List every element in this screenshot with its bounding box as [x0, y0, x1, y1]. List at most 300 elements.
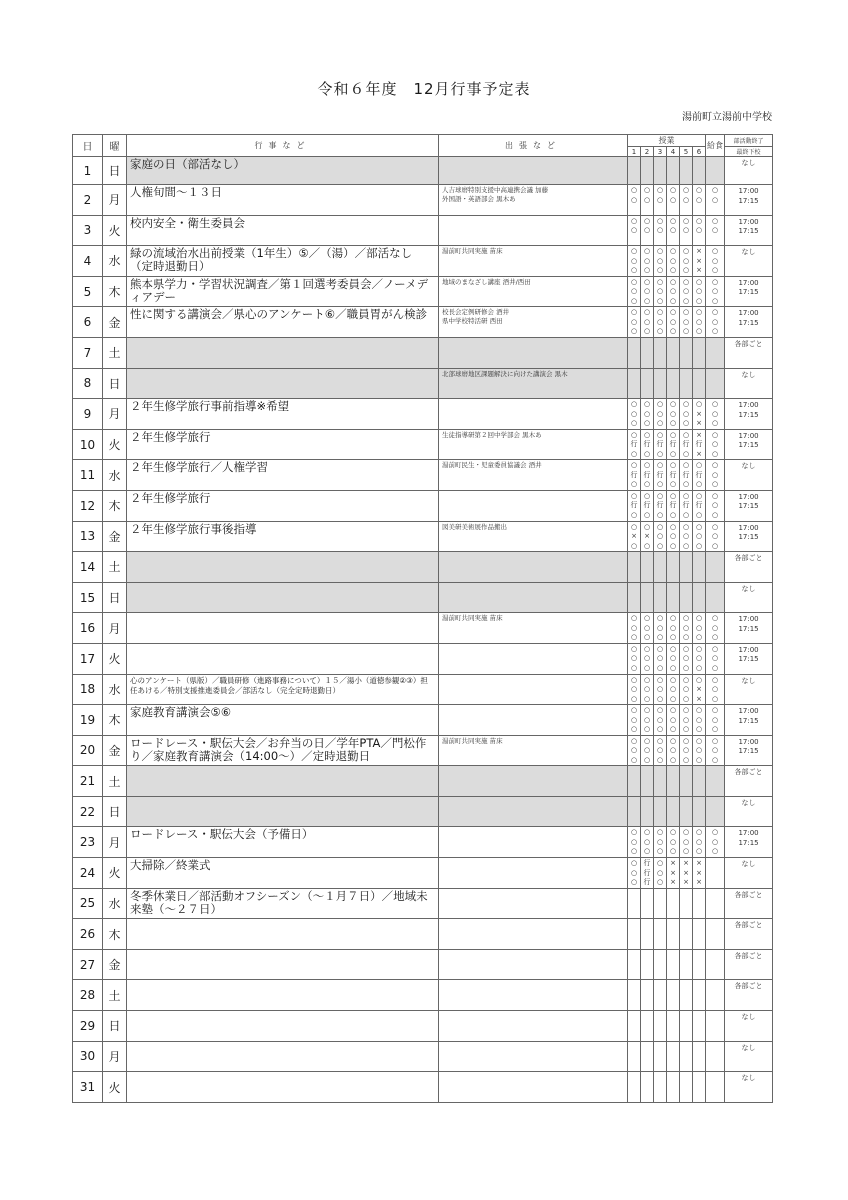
period-1-cell [628, 888, 641, 919]
period-2-cell: ○ ○ [641, 185, 654, 216]
club-time: なし [741, 1013, 756, 1022]
period-2-cell: ○ ○ ○ [641, 276, 654, 307]
period-2-cell: ○ ○ ○ [641, 735, 654, 766]
period-5-cell: ○ 行 ○ [680, 460, 693, 491]
event-cell [127, 337, 439, 368]
weekday-cell: 木 [103, 490, 127, 521]
club-time: 各部ごと [734, 982, 763, 991]
club-cell [725, 368, 773, 399]
club-time: 17:15 [738, 747, 759, 756]
table-row [73, 460, 773, 491]
weekday-cell: 金 [103, 521, 127, 552]
day-cell: 9 [73, 399, 103, 430]
weekday-cell: 土 [103, 766, 127, 797]
club-time: 17:00 [738, 707, 759, 716]
trip-cell: 校長会定例研修会 酒井 県中学校特活研 西田 [439, 307, 628, 338]
period-1-cell: ○ ○ ○ [628, 858, 641, 889]
weekday-cell: 金 [103, 307, 127, 338]
period-4-cell: ○ ○ ○ [667, 521, 680, 552]
club-cell [725, 552, 773, 583]
club-cell [725, 276, 773, 307]
period-3-cell: ○ 行 ○ [654, 490, 667, 521]
period-1-cell: ○ ○ ○ [628, 276, 641, 307]
weekday-cell: 木 [103, 276, 127, 307]
event-cell: ロードレース・駅伝大会／お弁当の日／学年PTA／門松作り／家庭教育講演会（14:00～）／定時退勤日 [127, 735, 439, 766]
table-row [73, 888, 773, 919]
day-cell: 25 [73, 888, 103, 919]
day-cell: 16 [73, 613, 103, 644]
period-4-cell [667, 582, 680, 613]
period-3-cell: ○ ○ [654, 185, 667, 216]
header-period-2: 2 [641, 147, 654, 157]
weekday-cell: 日 [103, 157, 127, 185]
period-4-cell: ○ 行 ○ [667, 429, 680, 460]
period-5-cell [680, 582, 693, 613]
header-period-4: 4 [667, 147, 680, 157]
event-cell [127, 613, 439, 644]
period-2-cell: ○ ○ ○ [641, 705, 654, 736]
period-4-cell: ○ ○ ○ [667, 307, 680, 338]
period-6-cell: × 行 × [693, 429, 706, 460]
club-time: 各部ごと [734, 951, 763, 960]
event-cell [127, 552, 439, 583]
period-3-cell: ○ 行 ○ [654, 429, 667, 460]
trip-cell: 湯前町民生・児童委員協議会 酒井 [439, 460, 628, 491]
trip-cell [439, 1041, 628, 1072]
club-cell [725, 1011, 773, 1042]
trip-cell [439, 980, 628, 1011]
period-4-cell [667, 1041, 680, 1072]
day-cell: 30 [73, 1041, 103, 1072]
period-5-cell [680, 368, 693, 399]
period-1-cell: ○ ○ ○ [628, 705, 641, 736]
trip-cell [439, 157, 628, 185]
period-2-cell: ○ ○ ○ [641, 399, 654, 430]
table-row [73, 735, 773, 766]
club-cell [725, 613, 773, 644]
period-6-cell: ○ ○ ○ [693, 276, 706, 307]
weekday-cell: 日 [103, 582, 127, 613]
club-time: 17:15 [738, 533, 759, 542]
period-2-cell: ○ ○ ○ [641, 613, 654, 644]
lunch-cell [706, 766, 725, 797]
period-1-cell: ○ ○ ○ [628, 399, 641, 430]
period-6-cell: ○ 行 ○ [693, 490, 706, 521]
period-1-cell [628, 337, 641, 368]
period-6-cell: ○ × × [693, 674, 706, 705]
trip-cell [439, 215, 628, 246]
weekday-cell: 金 [103, 735, 127, 766]
table-row [73, 1072, 773, 1103]
period-4-cell: × × × [667, 858, 680, 889]
period-3-cell [654, 919, 667, 950]
club-time: 17:00 [738, 431, 759, 440]
period-6-cell [693, 796, 706, 827]
period-3-cell [654, 368, 667, 399]
weekday-cell: 水 [103, 674, 127, 705]
header-weekday: 曜 [103, 135, 127, 157]
club-time: なし [741, 860, 756, 869]
lunch-cell [706, 337, 725, 368]
schedule-body [73, 157, 773, 1103]
weekday-cell: 火 [103, 429, 127, 460]
weekday-cell: 水 [103, 246, 127, 277]
club-time: 17:00 [738, 829, 759, 838]
period-2-cell [641, 949, 654, 980]
period-5-cell: ○ 行 ○ [680, 490, 693, 521]
period-5-cell: ○ ○ ○ [680, 276, 693, 307]
day-cell: 27 [73, 949, 103, 980]
lunch-cell: ○ ○ [706, 215, 725, 246]
period-2-cell [641, 766, 654, 797]
period-1-cell [628, 980, 641, 1011]
period-2-cell: ○ 行 ○ [641, 490, 654, 521]
period-3-cell [654, 582, 667, 613]
table-row [73, 858, 773, 889]
period-1-cell [628, 919, 641, 950]
event-cell [127, 1072, 439, 1103]
period-5-cell [680, 919, 693, 950]
school-name: 湯前町立湯前中学校 [682, 112, 772, 123]
event-cell [127, 643, 439, 674]
period-1-cell: ○ × ○ [628, 521, 641, 552]
lunch-cell [706, 1072, 725, 1103]
period-4-cell: ○ 行 ○ [667, 460, 680, 491]
club-cell [725, 888, 773, 919]
club-cell [725, 1041, 773, 1072]
club-cell [725, 980, 773, 1011]
period-5-cell [680, 157, 693, 185]
period-3-cell [654, 157, 667, 185]
trip-cell [439, 796, 628, 827]
period-5-cell: ○ ○ ○ [680, 643, 693, 674]
club-cell [725, 643, 773, 674]
weekday-cell: 月 [103, 185, 127, 216]
period-1-cell: ○ ○ ○ [628, 674, 641, 705]
club-time: 各部ごと [734, 921, 763, 930]
period-6-cell: ○ ○ ○ [693, 307, 706, 338]
day-cell: 29 [73, 1011, 103, 1042]
period-3-cell: ○ ○ ○ [654, 276, 667, 307]
weekday-cell: 月 [103, 827, 127, 858]
period-4-cell [667, 1011, 680, 1042]
day-cell: 23 [73, 827, 103, 858]
club-time: 17:15 [738, 502, 759, 511]
weekday-cell: 土 [103, 337, 127, 368]
header-club-end: 部活動終了 [725, 135, 773, 147]
period-2-cell: ○ × ○ [641, 521, 654, 552]
period-1-cell [628, 796, 641, 827]
trip-cell [439, 337, 628, 368]
period-3-cell: ○ ○ ○ [654, 613, 667, 644]
lunch-cell: ○ ○ [706, 185, 725, 216]
period-6-cell: ○ ○ ○ [693, 735, 706, 766]
trip-cell [439, 766, 628, 797]
club-cell [725, 307, 773, 338]
period-1-cell: ○ ○ [628, 215, 641, 246]
period-1-cell [628, 1011, 641, 1042]
trip-cell [439, 705, 628, 736]
club-time: 各部ごと [734, 768, 763, 777]
period-1-cell [628, 1041, 641, 1072]
table-row [73, 276, 773, 307]
weekday-cell: 日 [103, 1011, 127, 1042]
period-4-cell: ○ ○ ○ [667, 643, 680, 674]
trip-cell: 北部球磨地区課題解決に向けた講演会 黒木 [439, 368, 628, 399]
trip-cell: 地域のまなざし講座 酒井/西田 [439, 276, 628, 307]
period-6-cell: ○ ○ ○ [693, 643, 706, 674]
club-time: 17:00 [738, 737, 759, 746]
period-2-cell [641, 1041, 654, 1072]
table-row [73, 246, 773, 277]
period-6-cell: × × × [693, 858, 706, 889]
header-period-3: 3 [654, 147, 667, 157]
header-trips: 出張など [439, 135, 628, 157]
period-5-cell: × × × [680, 858, 693, 889]
club-cell [725, 858, 773, 889]
period-4-cell [667, 949, 680, 980]
period-1-cell [628, 582, 641, 613]
table-row [73, 399, 773, 430]
club-cell [725, 796, 773, 827]
period-2-cell [641, 1072, 654, 1103]
period-3-cell: ○ ○ ○ [654, 827, 667, 858]
event-cell [127, 368, 439, 399]
header-period-1: 1 [628, 147, 641, 157]
club-cell [725, 521, 773, 552]
day-cell: 19 [73, 705, 103, 736]
period-3-cell: ○ ○ ○ [654, 674, 667, 705]
period-5-cell: ○ ○ ○ [680, 705, 693, 736]
period-6-cell [693, 949, 706, 980]
day-cell: 21 [73, 766, 103, 797]
period-4-cell [667, 1072, 680, 1103]
table-row [73, 827, 773, 858]
day-cell: 17 [73, 643, 103, 674]
lunch-cell [706, 1041, 725, 1072]
club-time: なし [741, 676, 756, 685]
period-3-cell [654, 766, 667, 797]
lunch-cell [706, 980, 725, 1011]
period-2-cell [641, 552, 654, 583]
day-cell: 22 [73, 796, 103, 827]
period-1-cell [628, 552, 641, 583]
period-5-cell: ○ ○ [680, 215, 693, 246]
period-5-cell: ○ ○ ○ [680, 307, 693, 338]
club-time: 17:00 [738, 645, 759, 654]
event-cell: 校内安全・衛生委員会 [127, 215, 439, 246]
table-row [73, 185, 773, 216]
club-cell [725, 399, 773, 430]
period-5-cell [680, 796, 693, 827]
lunch-cell [706, 582, 725, 613]
weekday-cell: 日 [103, 796, 127, 827]
trip-cell [439, 582, 628, 613]
period-5-cell: ○ ○ [680, 185, 693, 216]
event-cell [127, 582, 439, 613]
period-4-cell: ○ ○ ○ [667, 399, 680, 430]
table-row [73, 1041, 773, 1072]
table-row [73, 582, 773, 613]
period-1-cell: ○ ○ ○ [628, 613, 641, 644]
club-time: 17:00 [738, 278, 759, 287]
period-6-cell: ○ ○ ○ [693, 827, 706, 858]
header-events: 行事など [127, 135, 439, 157]
lunch-cell: ○ ○ ○ [706, 429, 725, 460]
period-3-cell [654, 1011, 667, 1042]
lunch-cell: ○ ○ ○ [706, 613, 725, 644]
lunch-cell: ○ ○ ○ [706, 246, 725, 277]
table-row [73, 674, 773, 705]
lunch-cell: ○ ○ ○ [706, 705, 725, 736]
table-row [73, 337, 773, 368]
period-1-cell: ○ ○ ○ [628, 827, 641, 858]
period-1-cell: ○ 行 ○ [628, 490, 641, 521]
club-cell [725, 705, 773, 736]
table-row [73, 368, 773, 399]
period-3-cell: ○ ○ ○ [654, 246, 667, 277]
period-6-cell [693, 1072, 706, 1103]
club-cell [725, 490, 773, 521]
period-4-cell [667, 919, 680, 950]
period-5-cell: ○ ○ ○ [680, 521, 693, 552]
weekday-cell: 火 [103, 643, 127, 674]
event-cell: ２年生修学旅行事前指導※希望 [127, 399, 439, 430]
day-cell: 4 [73, 246, 103, 277]
club-cell [725, 429, 773, 460]
period-6-cell: ○ × × [693, 399, 706, 430]
period-3-cell [654, 1041, 667, 1072]
table-row [73, 643, 773, 674]
period-4-cell: ○ ○ ○ [667, 827, 680, 858]
period-1-cell: ○ 行 ○ [628, 460, 641, 491]
weekday-cell: 土 [103, 980, 127, 1011]
club-time: 17:15 [738, 655, 759, 664]
day-cell: 11 [73, 460, 103, 491]
club-time: 17:15 [738, 318, 759, 327]
club-time: 17:15 [738, 716, 759, 725]
club-time: なし [741, 159, 756, 167]
event-cell: 冬季休業日／部活動オフシーズン（～１月７日）／地域未来塾（～２７日） [127, 888, 439, 919]
period-1-cell [628, 368, 641, 399]
period-5-cell: ○ ○ ○ [680, 735, 693, 766]
day-cell: 14 [73, 552, 103, 583]
club-cell [725, 674, 773, 705]
club-time: 各部ごと [734, 554, 763, 563]
club-cell [725, 766, 773, 797]
lunch-cell: ○ ○ ○ [706, 674, 725, 705]
period-1-cell: ○ ○ ○ [628, 735, 641, 766]
period-4-cell [667, 796, 680, 827]
event-cell [127, 949, 439, 980]
weekday-cell: 木 [103, 705, 127, 736]
period-4-cell [667, 980, 680, 1011]
period-1-cell: ○ 行 ○ [628, 429, 641, 460]
period-5-cell [680, 766, 693, 797]
period-6-cell [693, 368, 706, 399]
day-cell: 13 [73, 521, 103, 552]
trip-cell [439, 1011, 628, 1042]
period-3-cell [654, 552, 667, 583]
period-6-cell [693, 766, 706, 797]
period-5-cell [680, 552, 693, 583]
club-time: 17:00 [738, 401, 759, 410]
lunch-cell [706, 368, 725, 399]
day-cell: 12 [73, 490, 103, 521]
period-2-cell [641, 919, 654, 950]
header-lunch: 給食 [706, 135, 725, 157]
club-cell [725, 157, 773, 185]
lunch-cell: ○ ○ ○ [706, 643, 725, 674]
club-cell [725, 582, 773, 613]
trip-cell: 図美研美術展作品搬出 [439, 521, 628, 552]
header-day: 日 [73, 135, 103, 157]
trip-cell [439, 888, 628, 919]
trip-cell [439, 949, 628, 980]
club-time: 17:15 [738, 288, 759, 297]
trip-cell [439, 552, 628, 583]
club-time: 17:00 [738, 523, 759, 532]
event-cell: 心のアンケート（県版）／職員研修（進路事務について）１５／湯小（道徳参観②③）担任あける／特別支援推進委員会／部活なし（完全定時退勤日） [127, 674, 439, 705]
table-row [73, 705, 773, 736]
weekday-cell: 土 [103, 552, 127, 583]
period-5-cell: ○ ○ ○ [680, 399, 693, 430]
weekday-cell: 金 [103, 949, 127, 980]
page-title: 令和６年度 12月行事予定表 [317, 80, 531, 98]
period-1-cell: ○ ○ ○ [628, 307, 641, 338]
trip-cell: 人吉球磨特別支援中高連携会議 加藤 外国語・英語部会 黒木あ [439, 185, 628, 216]
period-2-cell: ○ 行 ○ [641, 429, 654, 460]
club-time: 17:15 [738, 196, 759, 205]
day-cell: 7 [73, 337, 103, 368]
weekday-cell: 水 [103, 888, 127, 919]
period-6-cell: ○ ○ [693, 185, 706, 216]
period-2-cell [641, 980, 654, 1011]
club-time: 17:00 [738, 309, 759, 318]
event-cell: 緑の流域治水出前授業（1年生）⑤／（湯）／部活なし（定時退勤日） [127, 246, 439, 277]
table-row [73, 307, 773, 338]
table-row [73, 1011, 773, 1042]
period-3-cell [654, 337, 667, 368]
period-6-cell [693, 888, 706, 919]
day-cell: 5 [73, 276, 103, 307]
period-4-cell [667, 888, 680, 919]
period-5-cell [680, 337, 693, 368]
event-cell [127, 1011, 439, 1042]
club-time: なし [741, 584, 756, 593]
lunch-cell [706, 949, 725, 980]
weekday-cell: 火 [103, 858, 127, 889]
lunch-cell [706, 796, 725, 827]
trip-cell [439, 919, 628, 950]
period-6-cell [693, 919, 706, 950]
event-cell: 家庭の日（部活なし） [127, 157, 439, 185]
period-5-cell [680, 888, 693, 919]
period-6-cell: ○ ○ [693, 215, 706, 246]
club-time: 17:00 [738, 615, 759, 624]
period-1-cell: ○ ○ [628, 185, 641, 216]
trip-cell [439, 490, 628, 521]
club-time: 各部ごと [734, 890, 763, 899]
event-cell: 家庭教育講演会⑤⑥ [127, 705, 439, 736]
table-header [73, 135, 773, 157]
weekday-cell: 月 [103, 613, 127, 644]
club-time: なし [741, 1074, 756, 1083]
schedule-table [72, 134, 773, 1103]
period-2-cell [641, 368, 654, 399]
lunch-cell: ○ ○ ○ [706, 827, 725, 858]
club-cell [725, 827, 773, 858]
